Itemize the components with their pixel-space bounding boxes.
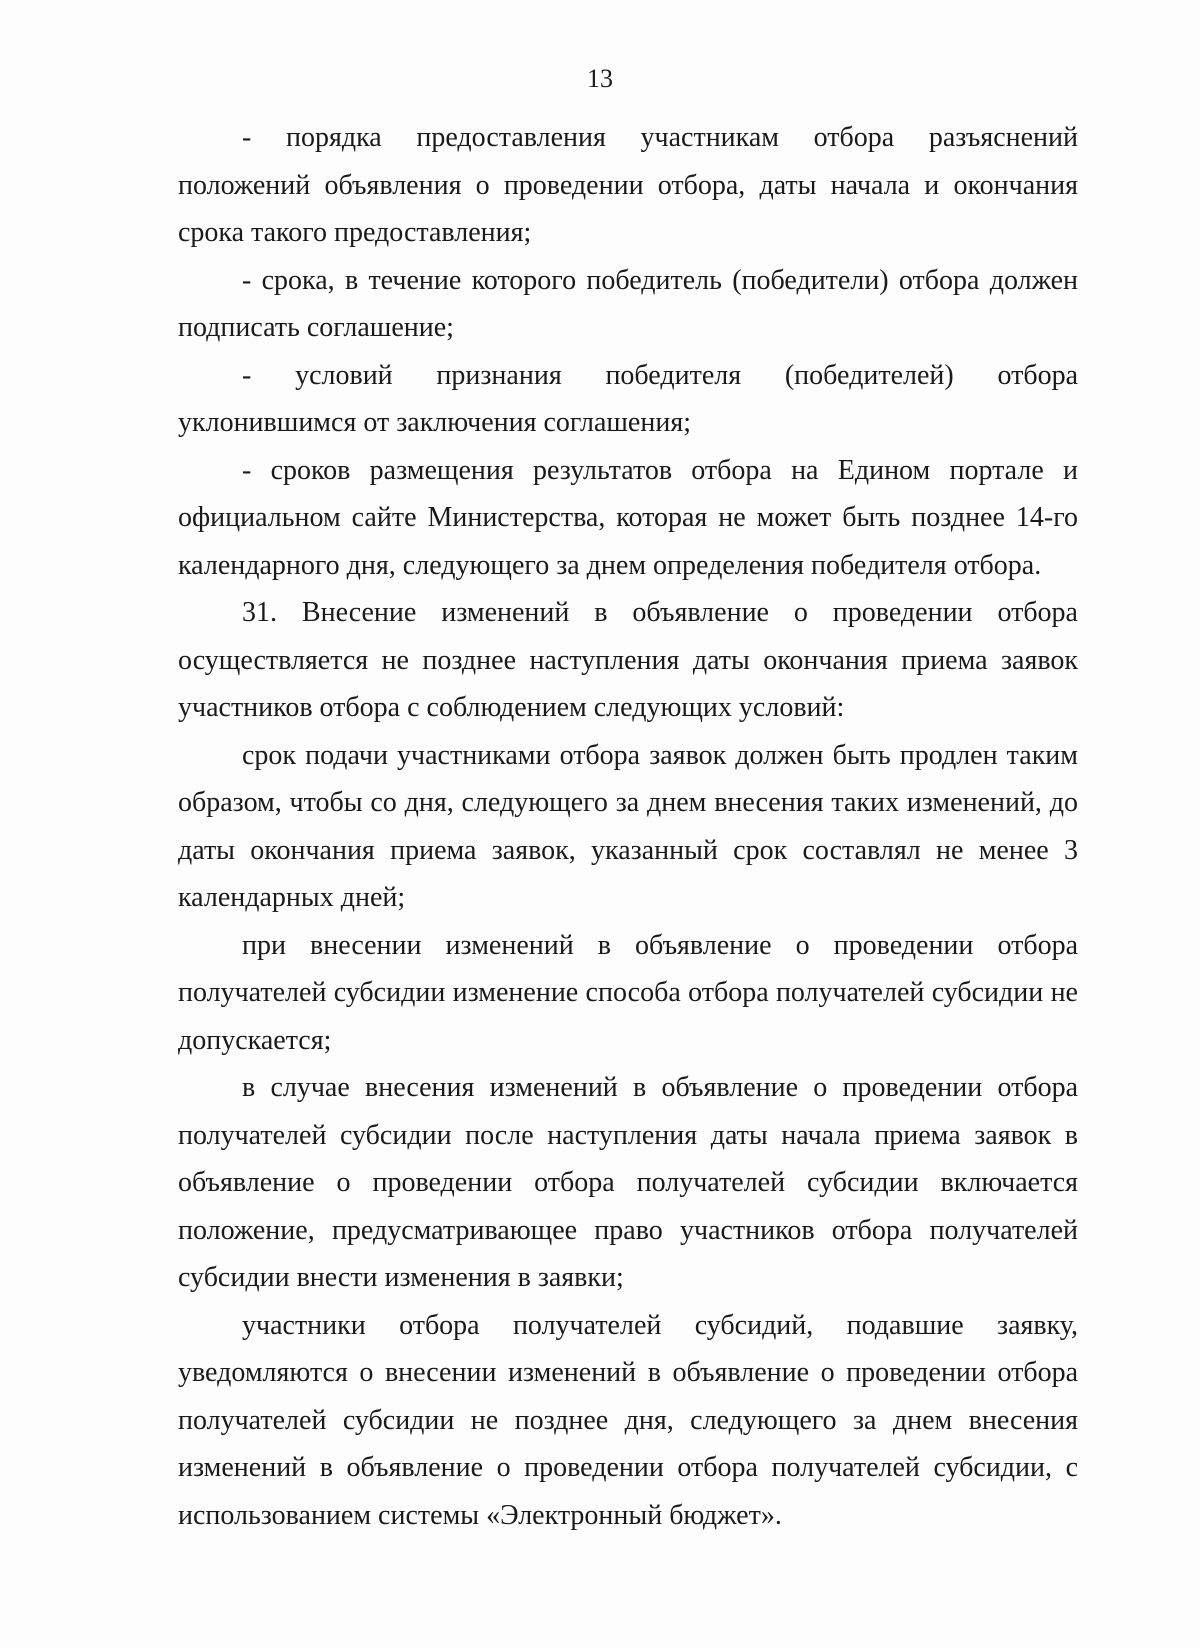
paragraph-submission-extension: срок подачи участниками отбора заявок должен быть продлен таким образом, чтобы со дня, следующего за днем внесения таких изменений, до даты окончания приема заявок, указанный срок составлял не менее 3 календарных дней; [178,739,1078,913]
document-body [178,114,1078,1539]
paragraph-clarification-procedure: - порядка предоставления участникам отбора разъяснений положений объявления о проведении отбора, даты начала и окончания срока такого предоставления; [178,122,1078,248]
paragraph-evasion-conditions: - условий признания победителя (победителей) отбора уклонившимся от заключения соглашения; [178,359,1078,438]
paragraph-application-changes-right: в случае внесения изменений в объявление о проведении отбора получателей субсидии после наступления даты начала приема заявок в объявление о проведении отбора получателей субсидии включается положение, предусматривающее право участников отбора получателей субсидии внести изменения в заявки; [178,1072,1078,1293]
page-number: 13 [587,64,613,93]
paragraph-results-publication: - сроков размещения результатов отбора на Едином портале и официальном сайте Министерства, которая не может быть позднее 14-го календарного дня, следующего за днем определения победителя отбора. [178,454,1078,581]
paragraph-item-31: 31. Внесение изменений в объявление о проведении отбора осуществляется не позднее наступления даты окончания приема заявок участников отбора с соблюдением следующих условий: [178,597,1078,723]
paragraph-participant-notification: участники отбора получателей субсидий, подавшие заявку, уведомляются о внесении изменений в объявление о проведении отбора получателей субсидии не позднее дня, следующего за днем внесения изменений в объявление о проведении отбора получателей субсидии, с использованием системы «Электронный бюджет». [178,1309,1078,1531]
paragraph-signing-deadline: - срока, в течение которого победитель (победители) отбора должен подписать соглашение; [178,264,1078,343]
paragraph-method-change-prohibited: при внесении изменений в объявление о проведении отбора получателей субсидии изменение способа отбора получателей субсидии не допускается; [178,929,1078,1056]
